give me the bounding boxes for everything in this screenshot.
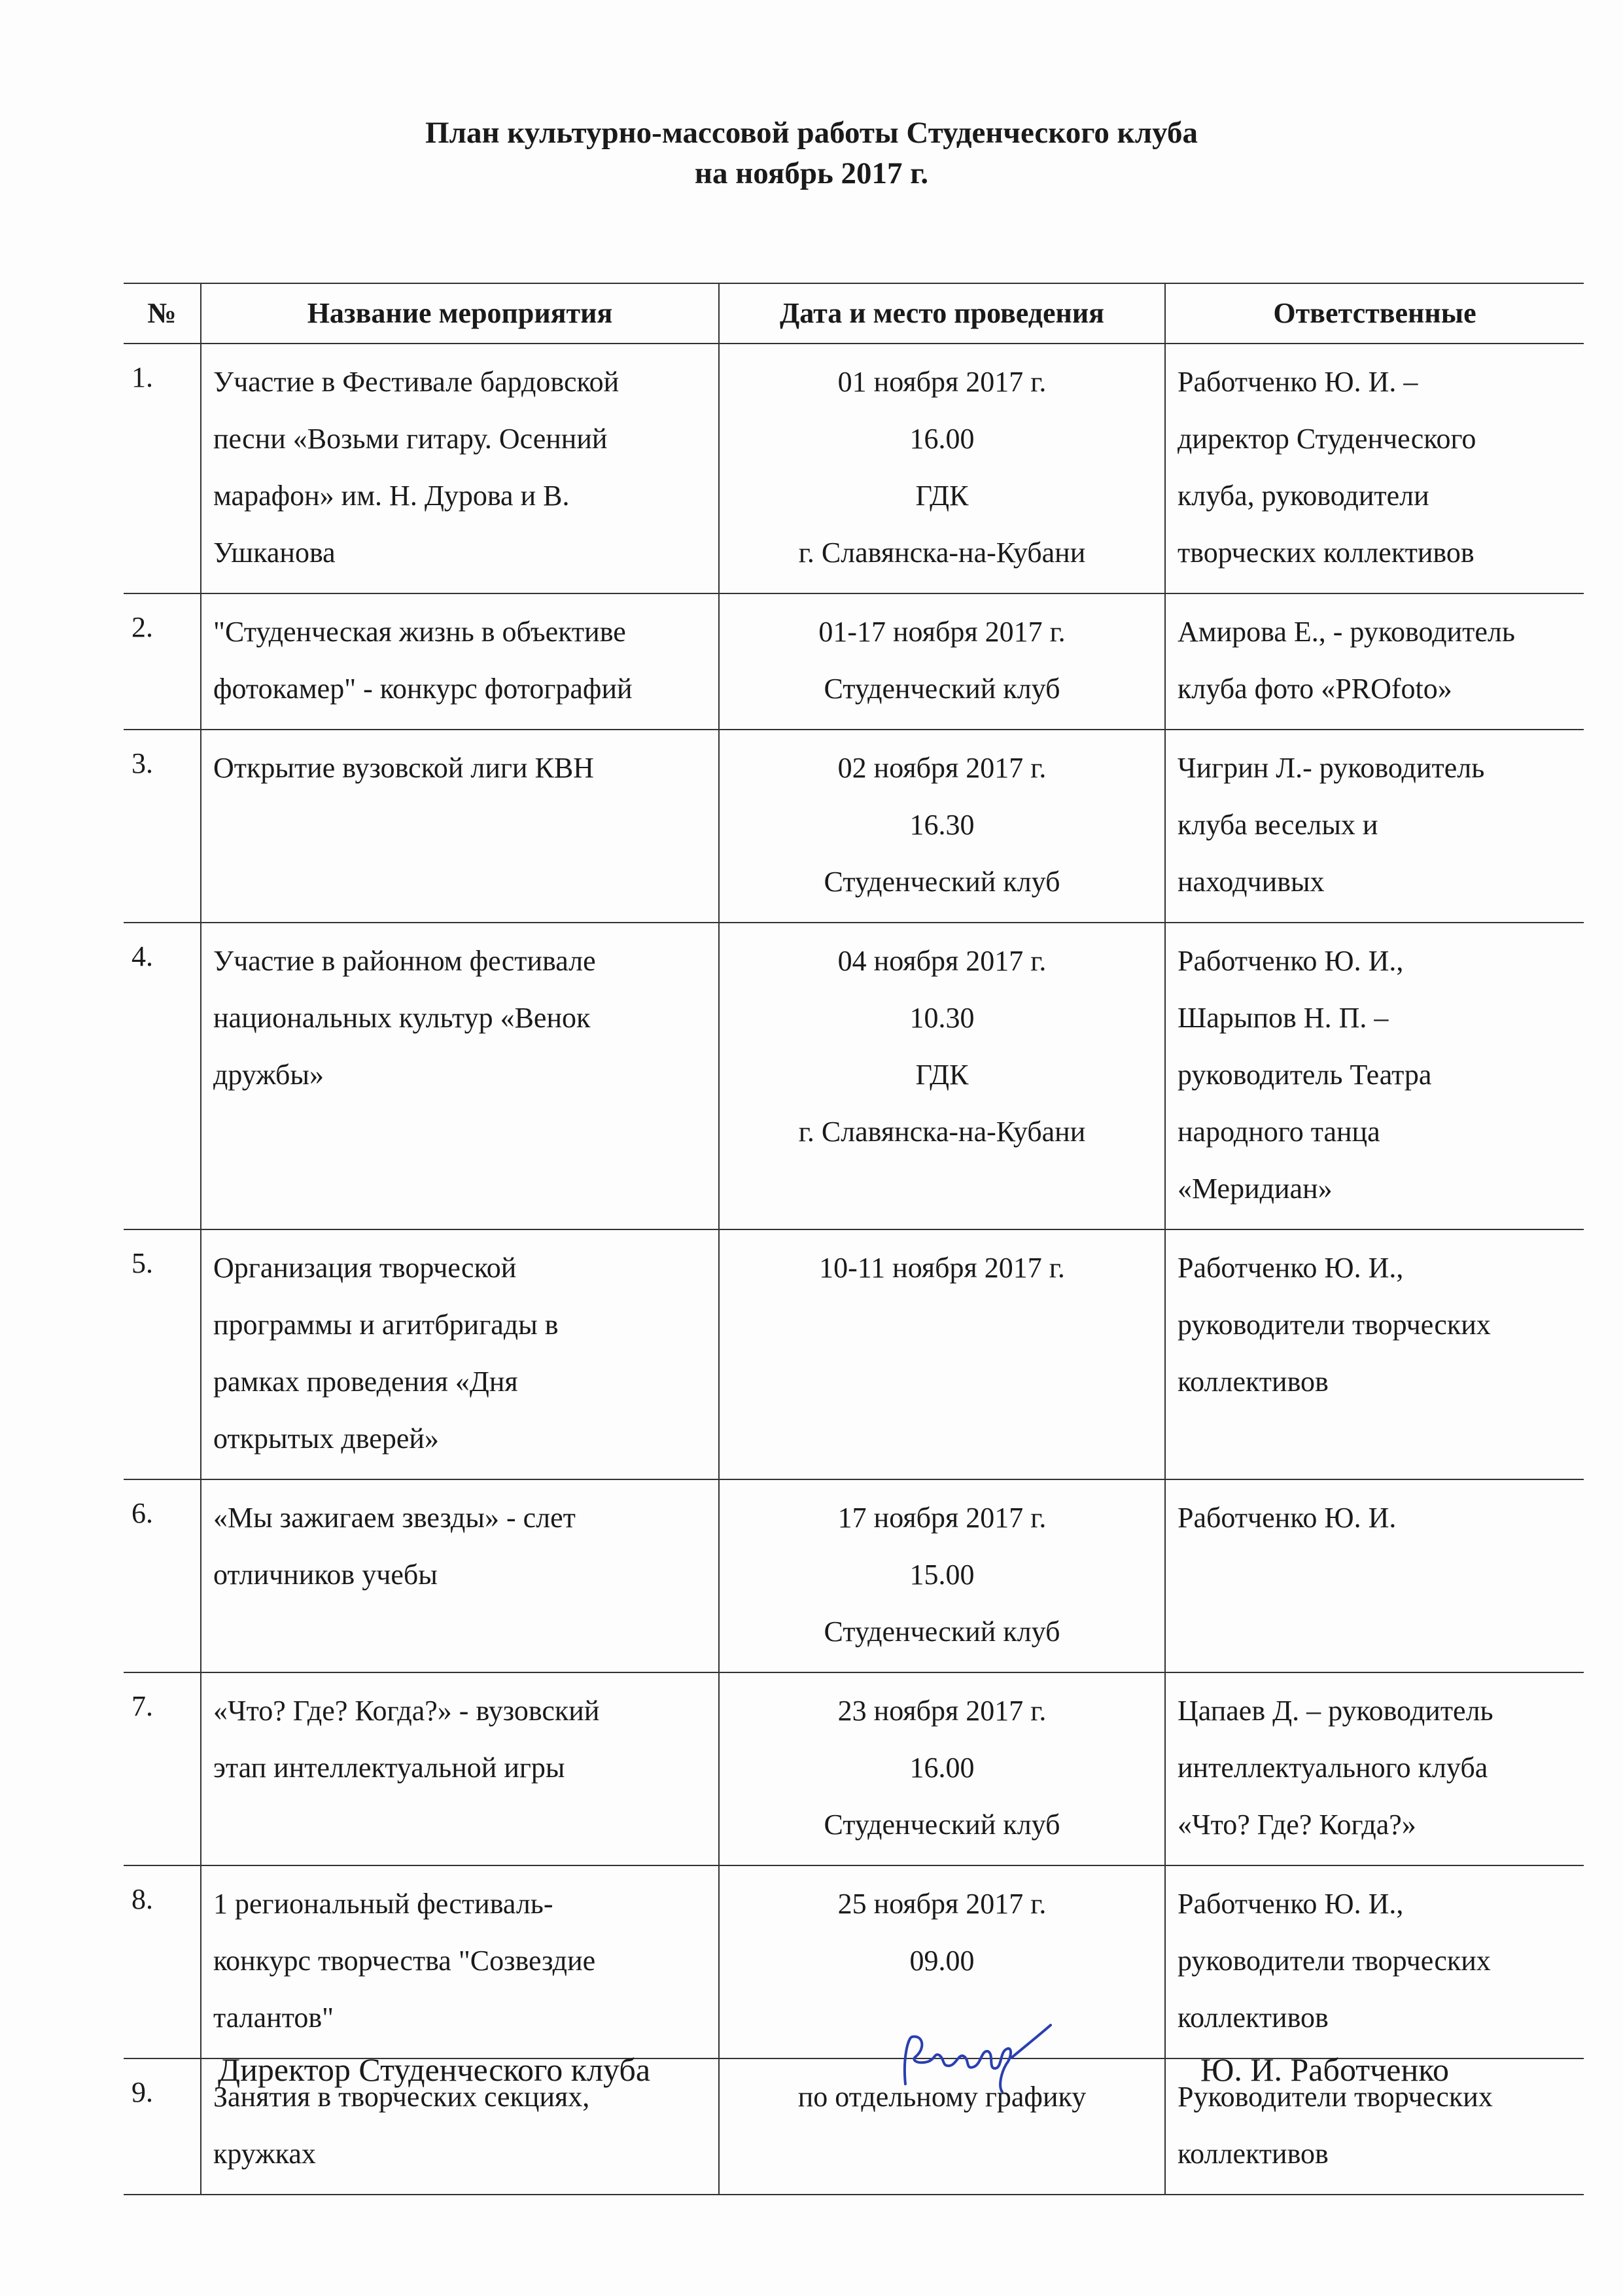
responsible-line: руководители творческих xyxy=(1178,1945,1491,1977)
header-event-name: Название мероприятия xyxy=(201,283,719,344)
date-place-cell xyxy=(719,1229,1165,1479)
date-place-cell xyxy=(719,344,1165,593)
event-name-line: «Мы зажигаем звезды» - слет xyxy=(213,1502,576,1534)
events-table xyxy=(124,283,1584,2195)
responsible-cell xyxy=(1165,593,1584,730)
responsible-cell xyxy=(1165,923,1584,1229)
event-name-line: Занятия в творческих секциях, xyxy=(213,2081,590,2113)
event-name-line: Участие в районном фестивале xyxy=(213,945,596,977)
event-name-line: Участие в Фестивале бардовской xyxy=(213,366,620,398)
event-name-cell xyxy=(201,1865,719,2058)
date-place-line: 25 ноября 2017 г. xyxy=(837,1888,1047,1920)
row-number: 9. xyxy=(124,2058,201,2195)
date-place-line: 01-17 ноября 2017 г. xyxy=(818,616,1066,648)
event-name-line: открытых дверей» xyxy=(213,1422,439,1455)
responsible-line: Шарыпов Н. П. – xyxy=(1178,1002,1389,1034)
date-place-line: 10-11 ноября 2017 г. xyxy=(819,1252,1065,1284)
table-row xyxy=(124,593,1584,730)
date-place-line: по отдельному графику xyxy=(797,2081,1087,2113)
table-row xyxy=(124,923,1584,1229)
event-name-cell xyxy=(201,1479,719,1672)
responsible-line: Работченко Ю. И., xyxy=(1178,1252,1404,1284)
event-name-cell xyxy=(201,344,719,593)
event-name-line: фотокамер" - конкурс фотографий xyxy=(213,673,633,705)
header-date-place: Дата и место проведения xyxy=(719,283,1165,344)
responsible-line: Руководители творческих xyxy=(1178,2081,1493,2113)
header-number: № xyxy=(124,283,201,344)
responsible-cell xyxy=(1165,1672,1584,1865)
event-name-line: отличников учебы xyxy=(213,1559,438,1591)
event-name-line: Ушканова xyxy=(213,537,336,569)
event-name-cell xyxy=(201,1672,719,1865)
responsible-line: Цапаев Д. – руководитель xyxy=(1178,1695,1493,1727)
event-name-line: 1 региональный фестиваль- xyxy=(213,1888,553,1920)
date-place-line: г. Славянска-на-Кубани xyxy=(798,1116,1086,1148)
date-place-line: 16.30 xyxy=(909,809,975,841)
responsible-line: «Меридиан» xyxy=(1178,1173,1333,1205)
event-name-line: марафон» им. Н. Дурова и В. xyxy=(213,480,570,512)
date-place-cell xyxy=(719,1479,1165,1672)
responsible-cell xyxy=(1165,344,1584,593)
responsible-line: Амирова Е., - руководитель xyxy=(1178,616,1515,648)
event-name-line: кружках xyxy=(213,2138,316,2170)
title-line-1: План культурно-массовой работы Студенческого клуба xyxy=(425,116,1198,150)
date-place-cell xyxy=(719,1672,1165,1865)
responsible-cell xyxy=(1165,1479,1584,1672)
responsible-line: Работченко Ю. И., xyxy=(1178,945,1404,977)
event-name-line: песни «Возьми гитару. Осенний xyxy=(213,423,608,455)
event-name-line: Организация творческой xyxy=(213,1252,517,1284)
responsible-line: руководитель Театра xyxy=(1178,1059,1432,1091)
responsible-line: Работченко Ю. И. xyxy=(1178,1502,1397,1534)
responsible-line: Чигрин Л.- руководитель xyxy=(1178,752,1485,784)
responsible-line: коллективов xyxy=(1178,1366,1329,1398)
event-name-line: программы и агитбригады в xyxy=(213,1309,559,1341)
event-name-line: Открытие вузовской лиги КВН xyxy=(213,752,594,784)
responsible-line: интеллектуального клуба xyxy=(1178,1752,1488,1784)
date-place-line: 04 ноября 2017 г. xyxy=(837,945,1047,977)
event-name-cell xyxy=(201,1229,719,1479)
date-place-cell xyxy=(719,923,1165,1229)
handwritten-signature xyxy=(896,2019,1053,2104)
date-place-line: Студенческий клуб xyxy=(824,673,1060,705)
signature-position-label: Директор Студенческого клуба xyxy=(218,2051,651,2088)
responsible-line: клуба веселых и xyxy=(1178,809,1378,841)
table-row xyxy=(124,1229,1584,1479)
responsible-line: коллективов xyxy=(1178,2002,1329,2034)
row-number: 3. xyxy=(124,730,201,923)
responsible-line: Работченко Ю. И. – xyxy=(1178,366,1418,398)
date-place-line: 01 ноября 2017 г. xyxy=(837,366,1047,398)
event-name-line: «Что? Где? Когда?» - вузовский xyxy=(213,1695,600,1727)
date-place-line: Студенческий клуб xyxy=(824,1809,1060,1841)
date-place-line: 16.00 xyxy=(909,423,975,455)
event-name-cell xyxy=(201,923,719,1229)
event-name-line: рамках проведения «Дня xyxy=(213,1366,518,1398)
event-name-line: этап интеллектуальной игры xyxy=(213,1752,565,1784)
event-name-line: конкурс творчества "Созвездие xyxy=(213,1945,596,1977)
date-place-line: 10.30 xyxy=(909,1002,975,1034)
row-number: 4. xyxy=(124,923,201,1229)
date-place-line: г. Славянска-на-Кубани xyxy=(798,537,1086,569)
table-row xyxy=(124,1865,1584,2058)
responsible-line: Работченко Ю. И., xyxy=(1178,1888,1404,1920)
date-place-line: ГДК xyxy=(915,480,969,512)
responsible-line: коллективов xyxy=(1178,2138,1329,2170)
table-row xyxy=(124,730,1584,923)
row-number: 7. xyxy=(124,1672,201,1865)
responsible-cell xyxy=(1165,1229,1584,1479)
row-number: 8. xyxy=(124,1865,201,2058)
document-title xyxy=(0,113,1623,194)
event-name-cell xyxy=(201,730,719,923)
title-line-2: на ноябрь 2017 г. xyxy=(694,156,929,190)
table-header-row xyxy=(124,283,1584,344)
date-place-line: 16.00 xyxy=(909,1752,975,1784)
event-name-line: национальных культур «Венок xyxy=(213,1002,591,1034)
event-name-line: "Студенческая жизнь в объективе xyxy=(213,616,626,648)
date-place-line: 15.00 xyxy=(909,1559,975,1591)
row-number: 1. xyxy=(124,344,201,593)
date-place-line: 23 ноября 2017 г. xyxy=(837,1695,1047,1727)
responsible-line: народного танца xyxy=(1178,1116,1380,1148)
row-number: 5. xyxy=(124,1229,201,1479)
responsible-line: клуба фото «PROfoto» xyxy=(1178,673,1452,705)
event-name-line: дружбы» xyxy=(213,1059,324,1091)
responsible-line: клуба, руководители xyxy=(1178,480,1429,512)
responsible-line: руководители творческих xyxy=(1178,1309,1491,1341)
responsible-line: директор Студенческого xyxy=(1178,423,1476,455)
date-place-cell xyxy=(719,593,1165,730)
date-place-line: 09.00 xyxy=(909,1945,975,1977)
responsible-line: «Что? Где? Когда?» xyxy=(1178,1809,1416,1841)
responsible-cell xyxy=(1165,730,1584,923)
event-name-line: талантов" xyxy=(213,2002,334,2034)
event-name-cell xyxy=(201,593,719,730)
responsible-cell xyxy=(1165,1865,1584,2058)
responsible-line: находчивых xyxy=(1178,866,1325,898)
date-place-line: Студенческий клуб xyxy=(824,866,1060,898)
responsible-line: творческих коллективов xyxy=(1178,537,1475,569)
row-number: 2. xyxy=(124,593,201,730)
row-number: 6. xyxy=(124,1479,201,1672)
header-responsible: Ответственные xyxy=(1165,283,1584,344)
date-place-line: ГДК xyxy=(915,1059,969,1091)
date-place-cell xyxy=(719,730,1165,923)
signer-name: Ю. И. Работченко xyxy=(1200,2051,1449,2088)
date-place-line: 02 ноября 2017 г. xyxy=(837,752,1047,784)
table-row xyxy=(124,1479,1584,1672)
date-place-line: 17 ноября 2017 г. xyxy=(837,1502,1047,1534)
table-row xyxy=(124,344,1584,593)
table-row xyxy=(124,1672,1584,1865)
date-place-line: Студенческий клуб xyxy=(824,1616,1060,1648)
